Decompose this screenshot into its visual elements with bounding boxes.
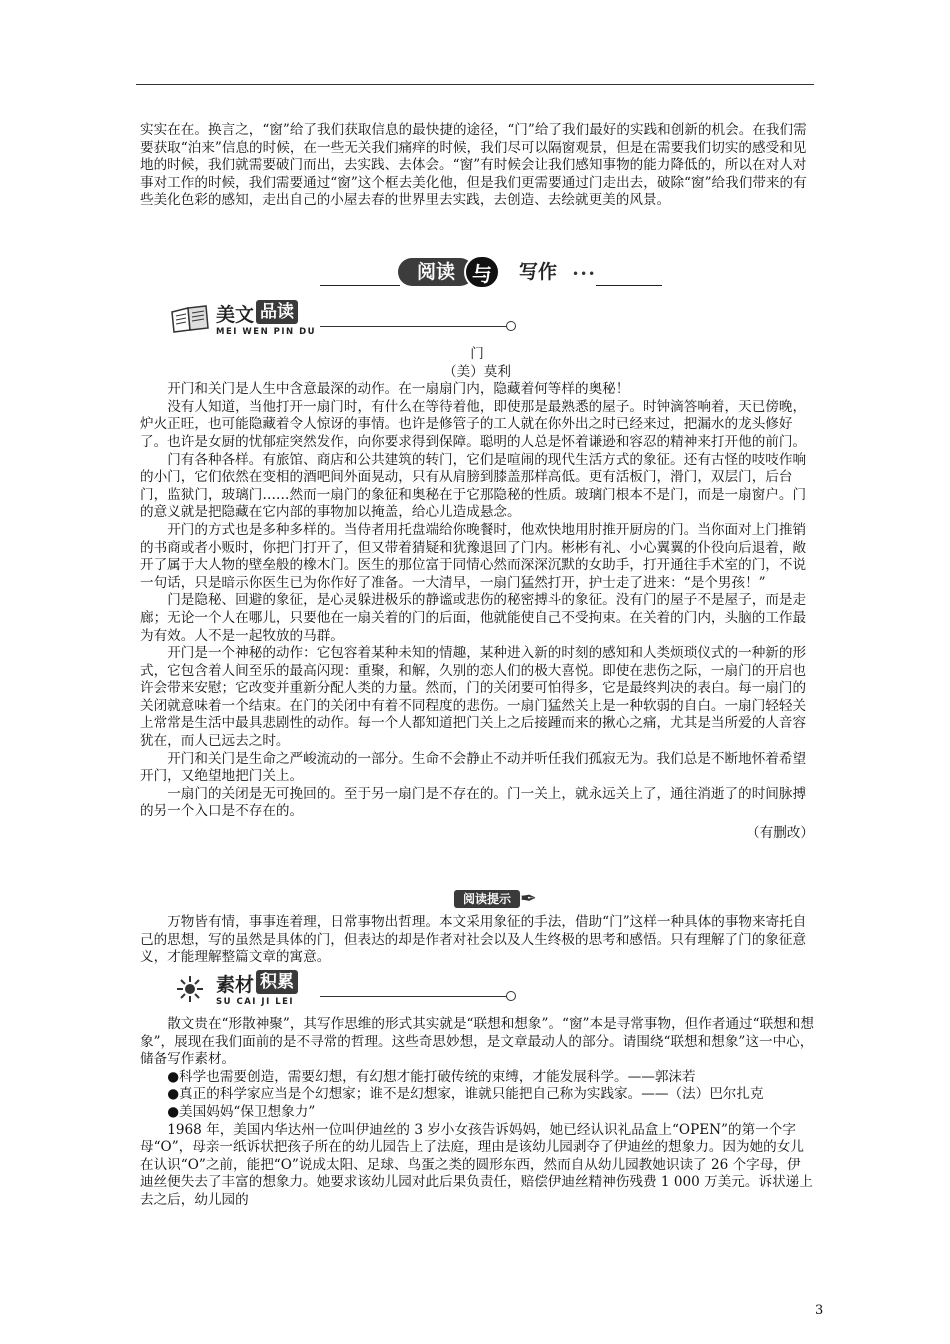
article-paragraph: 门是隐秘、回避的象征，是心灵躲进极乐的静谧或悲伤的秘密搏斗的象征。没有门的屋子不是屋子，而是走廊；无论一个人在哪儿，只要他在一扇关着的门的后面，他就能使自己不受拘束。在关着的门内，头脑的工作最为有效。人不是一起牧放的马群。 — [140, 592, 807, 644]
material-bullet: ●真正的科学家应当是个幻想家；谁不是幻想家，谁就只能把自己称为实践家。——（法）巴尔扎克 — [167, 1086, 764, 1103]
article-title: 门 — [470, 346, 484, 362]
article-paragraph: 门有各种各样。有旅馆、商店和公共建筑的转门，它们是喧闹的现代生活方式的象征。还有古怪的吱吱作响的小门，它们依然在变相的酒吧间外面晃动，只有从肩膀到膝盖那样高低。更有活板门，滑门，双层门，后台门，监狱门，玻璃门……然而一扇门的象征和奥秘在于它那隐秘的性质。玻璃门根本不是门，而是一扇窗户。门的意义就是把隐藏在它内部的事物加以掩盖，给心儿造成悬念。 — [140, 451, 807, 521]
article-paragraph: 开门的方式也是多种多样的。当侍者用托盘端给你晚餐时，他欢快地用肘推开厨房的门。当你面对上门推销的书商或者小贩时，你把门打开了，但又带着猜疑和犹豫退回了门内。彬彬有礼、小心翼翼的仆役向后退着，敞开了属于大人物的壁垒般的橡木门。医生的那位富于同情心然而深深沉默的女助手，打开通往手术室的门，不说一句话，只是暗示你医生已为你作好了准备。一大清早，一扇门猛然打开，护士走了进来：“是个男孩！” — [140, 521, 807, 591]
material-story: 1968 年，美国内华达州一位叫伊迪丝的 3 岁小女孩告诉妈妈，她已经认识礼品盒上“OPEN”的第一个字母“O”，母亲一纸诉状把孩子所在的幼儿园告上了法庭，理由是该幼儿园剥夺了伊迪丝的想象力。因为她的女儿在认识“O”之前，能把“O”说成太阳、足球、鸟蛋之类的圆形东西，然而自从幼儿园教她识读了 26 个字母，伊迪丝便失去了丰富的想象力。她要求该幼儿园对此后果负责任，赔偿伊迪丝精神伤残费 1 000 万美元。诉状递上去之后，幼儿园的 — [140, 1121, 813, 1208]
section-title-a: 美文 — [216, 304, 255, 326]
banner-dots: ••• — [572, 267, 597, 281]
section-title-b: 积累 — [256, 970, 298, 994]
section-line-end — [506, 991, 516, 1001]
section-title-b: 品读 — [256, 300, 298, 324]
intro-paragraph-block — [140, 122, 814, 210]
section-title-a: 素材 — [216, 974, 255, 996]
material-bullet: ●美国妈妈“保卫想象力” — [167, 1103, 316, 1120]
section-line — [320, 996, 508, 997]
article-paragraph: 一扇门的关闭是无可挽回的。至于另一扇门是不存在的。门一关上，就永远关上了，通往消逝了的时间脉搏的另一个入口是不存在的。 — [140, 785, 807, 820]
banner-and-badge: 与 — [464, 255, 500, 289]
banner-left-line — [320, 285, 400, 286]
intro-paragraph: 实实在在。换言之，“窗”给了我们获取信息的最快捷的途径，“门”给了我们最好的实践和创新的机会。在我们需要获取“泊来”信息的时候，在一些无关我们痛痒的时候，我们尽可以隔窗观景，但是在需要我们切实的感受和见地的时候，我们就需要破门而出，去实践、去体会。“窗”有时候会让我们感知事物的能力降低的，所以在对人对事对工作的时候，我们需要通过“窗”这个框去美化他，但是我们更需要通过门走出去，破除“窗”给我们带来的有些美化色彩的感知，走出自己的小屋去春的世界里去实践，去创造、去绘就更美的风景。 — [140, 122, 807, 209]
top-rule — [136, 84, 814, 85]
material-intro: 散文贵在“形散神聚”，其写作思维的形式其实就是“联想和想象”。“窗”本是寻常事物，但作者通过“联想和想象”，展现在我们面前的是不寻常的哲理。这些奇思妙想，是文章最动人的部分。请围绕“联想和想象”这一中心，储备写作素材。 — [140, 1016, 814, 1068]
pen-icon: ✒ — [520, 886, 537, 910]
article-paragraph: 开门和关门是生命之严峻流动的一部分。生命不会静止不动并听任我们孤寂无为。我们总是不断地怀着希望开门，又绝望地把门关上。 — [140, 750, 807, 785]
material-block — [140, 1016, 814, 1210]
banner-writing-label: 写作 — [518, 261, 557, 283]
hint-block — [140, 914, 814, 967]
section-line — [320, 326, 508, 327]
article-paragraph: 开门是一个神秘的动作：它包容着某种未知的情趣，某种进入新的时刻的感知和人类烦琐仪式的一种新的形式，它包含着人间至乐的最高闪现：重聚，和解，久别的恋人们的极大喜悦。即使在悲伤之际，一扇门的开启也许会带来安慰；它改变并重新分配人类的力量。然而，门的关闭要可怕得多，它是最终判决的表白。每一扇门的关闭就意味着一个结束。在门的关闭中有着不同程度的悲伤。一扇门猛然关上是一种软弱的自白。一扇门轻轻关上常常是生活中最具悲剧性的动作。每一个人都知道把门关上之后接踵而来的揪心之痛，尤其是当所爱的人音容犹在，而人已远去之时。 — [140, 645, 807, 750]
reading-hint-badge — [454, 886, 540, 912]
reading-hint-label: 阅读提示 — [454, 890, 520, 908]
reading-writing-banner — [398, 255, 598, 289]
flower-sparkle-icon — [170, 974, 210, 1004]
article-author: （美）莫利 — [443, 363, 511, 380]
section-heading-meiwen — [170, 300, 520, 340]
article-note: （有删改） — [746, 825, 814, 842]
page-number: 3 — [815, 1303, 824, 1318]
section-line-end — [506, 321, 516, 331]
hint-text: 万物皆有情，事事连着理，日常事物出哲理。本文采用象征的手法，借助“门”这样一种具体的事物来寄托自己的思想，写的虽然是具体的门，但表达的却是作者对社会以及人生终极的思考和感悟。只有理解了门的象征意义，才能理解整篇文章的寓意。 — [140, 914, 807, 966]
article-paragraph: 开门和关门是人生中含意最深的动作。在一扇扇门内，隐藏着何等样的奥秘！ — [167, 381, 630, 398]
section-subtitle: SU CAI JI LEI — [216, 997, 295, 1007]
section-subtitle: MEI WEN PIN DU — [216, 327, 317, 337]
article-paragraph: 没有人知道，当他打开一扇门时，有什么在等待着他，即使那是最熟悉的屋子。时钟滴答响着，天已傍晚，炉火正旺，也可能隐藏着令人惊讶的事情。也许是修管子的工人就在你外出之时已经来过，把漏水的龙头修好了。也许是女厨的忧郁症突然发作，向你要求得到保障。聪明的人总是怀着谦逊和容忍的精神来打开他的前门。 — [140, 398, 807, 450]
section-heading-sucai — [170, 970, 520, 1010]
open-book-icon — [170, 304, 210, 334]
banner-reading-label: 阅读 — [398, 258, 474, 286]
banner-right-line — [596, 285, 662, 286]
article-block — [140, 346, 814, 843]
material-bullet: ●科学也需要创造，需要幻想，有幻想才能打破传统的束缚，才能发展科学。——郭沫若 — [167, 1068, 696, 1085]
